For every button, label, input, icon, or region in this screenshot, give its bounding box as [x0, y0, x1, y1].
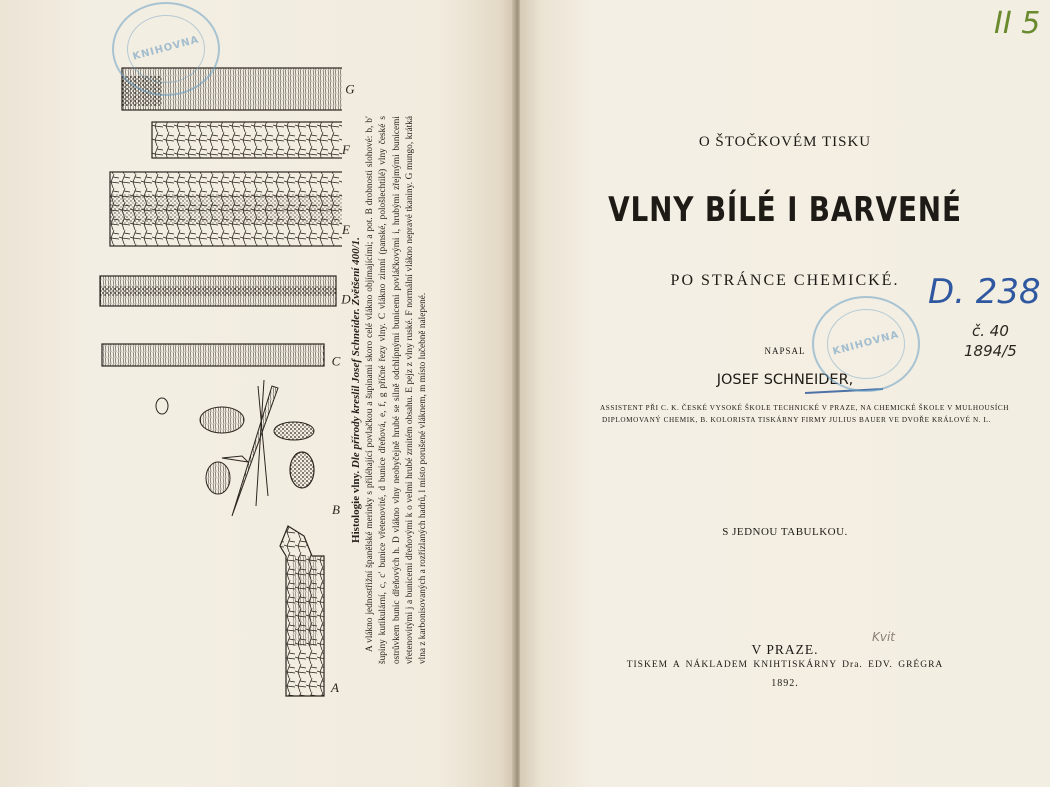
figure-letter-e: E: [342, 222, 350, 238]
year-handwriting: 1894/5: [964, 342, 1017, 360]
publication-place: V PRAZE.: [751, 642, 819, 657]
figure-letter-b: B: [332, 502, 340, 518]
author-affiliation: [600, 402, 1010, 426]
pencil-note: Kvit: [872, 630, 896, 644]
caption-title: Histologie vlny.: [350, 470, 362, 543]
title-continuation: PO STRÁNCE CHEMICKÉ.: [670, 272, 900, 289]
figure-letter-c: C: [331, 353, 341, 369]
affiliation-line-2: DIPLOMOVANÝ CHEMIK, B. KOLORISTA TISKÁRNY FIRMY JULIUS BAUER VE DVOŘE KRÁLOVÉ N. L.: [602, 416, 991, 424]
histology-plate: [42, 66, 462, 706]
fiber-a: [280, 526, 324, 696]
plate-caption: [350, 116, 430, 664]
fiber-f: [152, 122, 342, 158]
figure-letter-d: D: [341, 291, 351, 307]
caption-body: A vlákno jednostřižní španělské merinky s přiléhající povlačkou a šupinami skoro celé vlákno objímajícími; a pot. B drobnosti slohové: b, b′ šupiny kutikulární, c, c′ bunice vřetenovité, d bunice dřeňová, e, f, g příčné řezy vlny. C vlákno zimní (panské, pološlechtilé) vlny české s ostrůvkem bunic dřeňových h. D vlákno vlny neobyčejně hrubé se silně odchlípnými bunicemi povláčkovými i, hrubými zřejmými bunicemi vřetenovitými j a bunicemi dřeňovými k o velmi hrubé zrnitém obsahu. E pejz z vlny ruské. F normální vlákno nepravé tkaniny. G mungo, krátká vlna z karbonisovaných a rozřízlaných hadrů, l místo porušené vláknem, m místo lučebně nalepené.: [365, 116, 429, 664]
title-page: [520, 0, 1050, 787]
library-stamp-top: KNIHOVNA: [112, 2, 220, 96]
author-name: JOSEF SCHNEIDER,: [716, 372, 854, 388]
fiber-d: [100, 276, 336, 306]
fiber-b-details: [156, 380, 314, 516]
left-page: [0, 0, 516, 787]
caption-title-rest: Dle přírody kreslil Josef Schneider. Zvětšení 400/1.: [350, 237, 362, 469]
fiber-c: [102, 344, 324, 366]
figure-letter-g: G: [345, 81, 355, 97]
publisher: TISKEM A NÁKLADEM KNIHTISKÁRNY Dra. EDV. GRÉGRA: [626, 660, 944, 670]
affiliation-line-1: ASSISTENT PŘI C. K. ČESKÉ VYSOKÉ ŠKOLE TECHNICKÉ V PRAZE, NA CHEMICKÉ ŠKOLE V MULHOUSÍCH: [600, 404, 1010, 412]
call-number-handwriting: D. 238: [928, 272, 1041, 312]
library-stamp-title-page: KNIHOVNA: [812, 296, 920, 392]
figure-letter-a: A: [331, 680, 339, 696]
wool-fibers-illustration: [42, 66, 342, 706]
fiber-e: [110, 172, 342, 246]
shelfmark-handwriting: II 5: [994, 6, 1041, 41]
number-handwriting: č. 40: [972, 322, 1009, 340]
subtitle: O ŠTOČKOVÉM TISKU: [698, 134, 872, 150]
by-label: NAPSAL: [764, 346, 806, 356]
publication-year: 1892.: [771, 678, 799, 689]
main-title: VLNY BÍLÉ I BARVENÉ: [608, 190, 962, 230]
plates-note: S JEDNOU TABULKOU.: [722, 526, 848, 538]
figure-letter-f: F: [342, 142, 350, 158]
